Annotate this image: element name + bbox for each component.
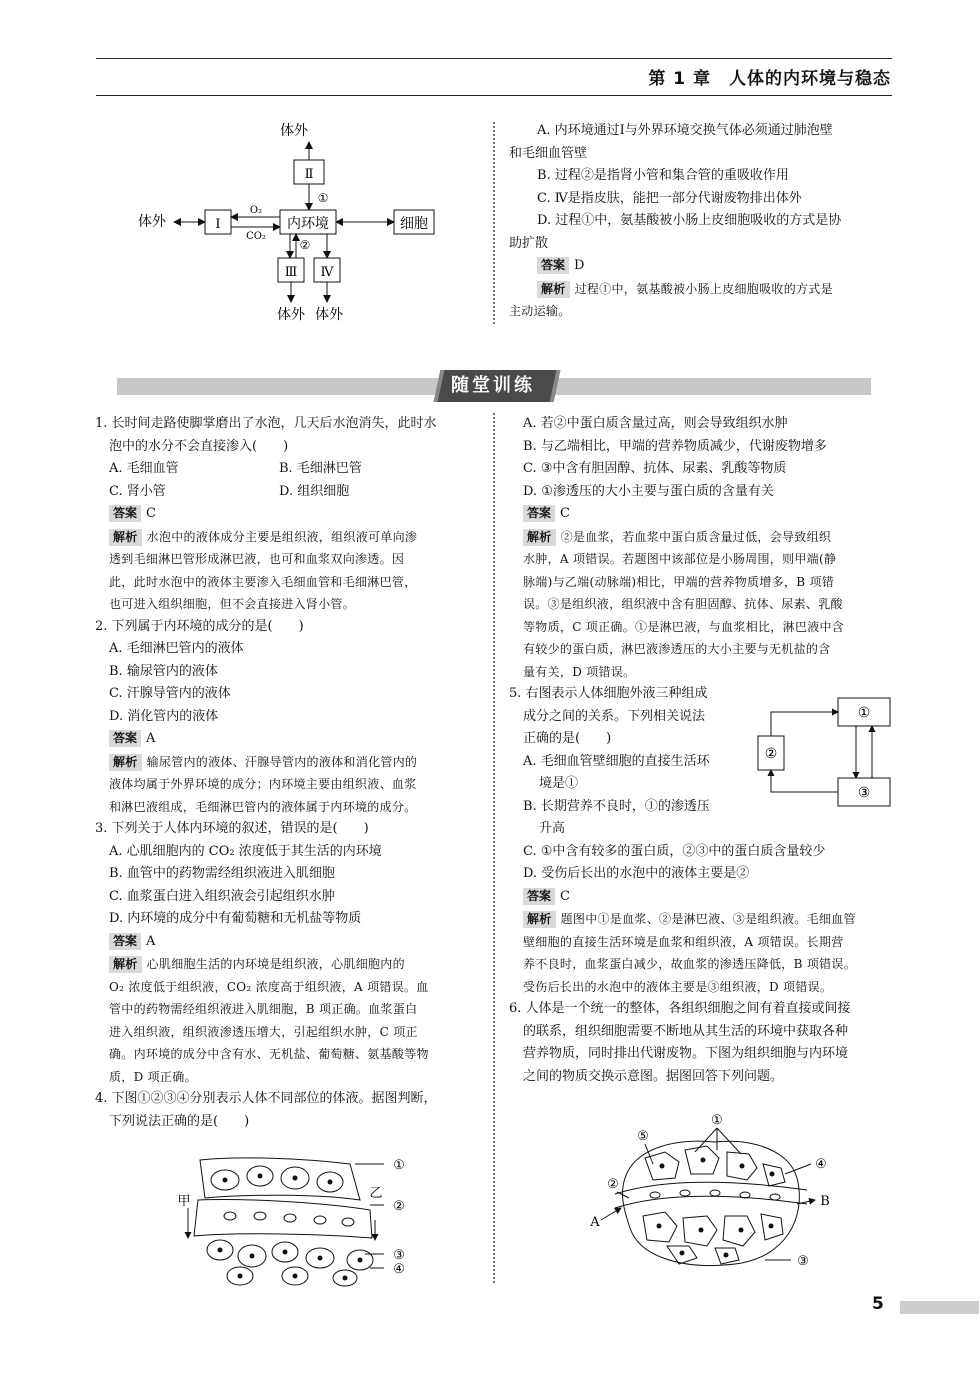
q4-stem-1: 4. 下图①②③④分别表示人体不同部位的体液。据图判断， bbox=[95, 1091, 437, 1106]
q3-option-c: C. 血浆蛋白进入组织液会引起组织水肿 bbox=[109, 888, 335, 904]
q3-option-a: A. 心肌细胞内的 CO₂ 浓度低于其生活的内环境 bbox=[109, 843, 382, 859]
q5-option-a-2: 境是① bbox=[539, 776, 579, 791]
q4-explanation-6: 有较少的蛋白质，淋巴液渗透压的大小主要与无机盐的含 bbox=[523, 642, 831, 656]
q4-option-c: C. ③中含有胆固醇、抗体、尿素、乳酸等物质 bbox=[523, 461, 787, 476]
q5-fig-1: ① bbox=[857, 705, 871, 721]
q6-stem-1: 6. 人体是一个统一的整体，各组织细胞之间有着直接或间接 bbox=[509, 1001, 851, 1016]
q1-explanation-1: 解析 水泡中的液体成分主要是组织液，组织液可单向渗 bbox=[95, 526, 485, 549]
question-4 bbox=[95, 1088, 485, 1133]
q1-option-c: C. 肾小管 bbox=[109, 483, 166, 499]
q4-explanation-4: 误。③是组织液，组织液中含有胆固醇、抗体、尿素、乳酸 bbox=[523, 597, 843, 611]
q5-explanation-4: 受伤后长出的水泡中的液体主要是③组织液，D 项错误。 bbox=[523, 979, 833, 994]
q1-option-d: D. 组织细胞 bbox=[279, 483, 350, 499]
section-title: 随堂训练 bbox=[451, 375, 535, 396]
prev-option-a-1: A. 内环境通过Ⅰ与外界环境交换气体必须通过肺泡壁 bbox=[537, 123, 833, 138]
q4-fig-4: ④ bbox=[393, 1262, 405, 1277]
q5-explanation-3: 养不良时，血浆蛋白减少，故血浆的渗透压降低，B 项错误。 bbox=[523, 957, 857, 971]
q5-fig-2: ② bbox=[764, 746, 778, 762]
internal-environment-label: 内环境 bbox=[287, 216, 329, 232]
q5-explanation-2: 壁细胞的直接生活环境是血浆和组织液，A 项错误。长期营 bbox=[523, 934, 844, 949]
header-rule-bottom bbox=[96, 95, 892, 96]
q4-option-a: A. 若②中蛋白质含量过高，则会导致组织水肿 bbox=[523, 416, 788, 431]
q4-fig-jia: 甲 bbox=[177, 1194, 191, 1209]
q2-option-a: A. 毛细淋巴管内的液体 bbox=[109, 641, 244, 656]
page-number: 5 bbox=[872, 1294, 884, 1314]
prev-answer-value: D bbox=[574, 258, 585, 273]
q1-options-cd bbox=[95, 481, 485, 504]
q2-explanation-3: 和淋巴液组成，毛细淋巴管内的液体属于内环境的成分。 bbox=[109, 799, 417, 814]
prev-option-c: C. Ⅳ是指皮肤，能把一部分代谢废物排出体外 bbox=[537, 190, 802, 206]
q2-answer: 答案 A bbox=[95, 728, 485, 751]
previous-question-options bbox=[509, 120, 894, 323]
cell-label: 细胞 bbox=[400, 216, 428, 232]
box-ii-label: Ⅱ bbox=[304, 167, 314, 182]
q3-explanation-2: O₂ 浓度低于组织液，CO₂ 浓度高于组织液，A 项错误。血 bbox=[109, 979, 429, 994]
q4-fig-yi: 乙 bbox=[369, 1186, 383, 1201]
prev-explanation-1: 解析 过程①中，氨基酸被小肠上皮细胞吸收的方式是 bbox=[509, 278, 894, 301]
q2-explanation-2: 液体均属于外界环境的成分；内环境主要由组织液、血浆 bbox=[109, 777, 417, 791]
q1-explanation-3: 此，此时水泡中的液体主要渗入毛细血管和毛细淋巴管， bbox=[109, 574, 417, 589]
q2-option-c: C. 汗腺导管内的液体 bbox=[109, 686, 231, 701]
q4-explanation-2: 水肿，A 项错误。若题图中该部位是小肠周围，则甲端(静 bbox=[523, 552, 837, 566]
q1-stem-2: 泡中的水分不会直接渗入( ) bbox=[109, 438, 289, 454]
q1-explanation-4: 也可进入组织细胞，但不会直接进入肾小管。 bbox=[109, 597, 356, 611]
explanation-tag: 解析 bbox=[537, 281, 570, 298]
q5-fluid-relation-figure bbox=[752, 690, 897, 815]
q6-stem-2: 的联系，组织细胞需要不断地从其生活的环境中获取各种 bbox=[523, 1023, 849, 1039]
q5-option-d: D. 受伤后长出的水泡中的液体主要是② bbox=[523, 866, 750, 881]
q4-fig-1: ① bbox=[393, 1158, 405, 1173]
question-2 bbox=[95, 616, 485, 819]
q4-answer: 答案 C bbox=[509, 503, 894, 526]
internal-environment-exchange-diagram bbox=[130, 118, 450, 328]
prev-option-d-1: D. 过程①中，氨基酸被小肠上皮细胞吸收的方式是协 bbox=[537, 213, 842, 228]
q5-answer: 答案 C bbox=[509, 886, 894, 909]
outside-top-label: 体外 bbox=[280, 123, 308, 139]
q5-explanation-1: 解析 题图中①是血浆、②是淋巴液、③是组织液。毛细血管 bbox=[509, 908, 894, 931]
q1-explanation-2: 透到毛细淋巴管形成淋巴液，也可和血浆双向渗透。因 bbox=[109, 552, 405, 566]
q3-explanation-3: 管中的药物需经组织液进入肌细胞，B 项正确。血浆蛋白 bbox=[109, 1002, 418, 1016]
header-rule-top bbox=[96, 58, 892, 59]
outside-left-label: 体外 bbox=[138, 214, 166, 230]
q4-explanation-5: 等物质，C 项正确。①是淋巴液，与血浆相比，淋巴液中含 bbox=[523, 619, 845, 634]
q3-stem: 3. 下列关于人体内环境的叙述，错误的是( ) bbox=[95, 821, 369, 836]
column-divider-main bbox=[493, 413, 495, 1283]
outside-bottom-b-label: 体外 bbox=[315, 307, 343, 323]
prev-answer bbox=[509, 255, 894, 278]
q5-option-a-1: A. 毛细血管壁细胞的直接生活环 bbox=[523, 753, 710, 769]
q2-option-d: D. 消化管内的液体 bbox=[109, 708, 219, 724]
question-6 bbox=[509, 998, 894, 1088]
q4-fig-3: ③ bbox=[393, 1248, 405, 1263]
q4-body-fluid-figure bbox=[170, 1150, 420, 1290]
q5-option-c: C. ①中含有较多的蛋白质，②③中的蛋白质含量较少 bbox=[523, 843, 826, 859]
chapter-title: 第 1 章 人体的内环境与稳态 bbox=[648, 69, 891, 89]
column-divider-top bbox=[493, 122, 495, 324]
q1-option-b: B. 毛细淋巴管 bbox=[279, 461, 362, 476]
q3-option-d: D. 内环境的成分中有葡萄糖和无机盐等物质 bbox=[109, 911, 362, 926]
prev-option-a-2: 和毛细血管壁 bbox=[509, 145, 588, 161]
q6-fig-4: ④ bbox=[815, 1157, 827, 1172]
q4-explanation-3: 脉端)与乙端(动脉端)相比，甲端的营养物质增多，B 项错 bbox=[523, 574, 835, 589]
box-i-label: Ⅰ bbox=[215, 217, 221, 232]
q6-fig-5: ⑤ bbox=[637, 1129, 649, 1144]
box-iv-label: Ⅳ bbox=[320, 265, 334, 280]
process-2-label: ② bbox=[299, 238, 311, 252]
q4-explanation-1: 解析 ②是血浆，若血浆中蛋白质含量过低，会导致组织 bbox=[509, 526, 894, 549]
q6-fig-a: A bbox=[590, 1215, 600, 1230]
q3-option-b: B. 血管中的药物需经组织液进入肌细胞 bbox=[109, 866, 335, 881]
q5-option-b-1: B. 长期营养不良时，①的渗透压 bbox=[523, 798, 710, 814]
q2-explanation-1: 解析 输尿管内的液体、汗腺导管内的液体和消化管内的 bbox=[95, 751, 485, 774]
q4-explanation-7: 量有关，D 项错误。 bbox=[523, 664, 636, 679]
q3-explanation-1: 解析 心肌细胞生活的内环境是组织液，心肌细胞内的 bbox=[95, 953, 485, 976]
q5-stem-3: 正确的是( ) bbox=[523, 731, 612, 746]
q1-option-a: A. 毛细血管 bbox=[109, 461, 179, 476]
q6-fig-2: ② bbox=[607, 1177, 619, 1192]
q2-stem: 2. 下列属于内环境的成分的是( ) bbox=[95, 618, 304, 634]
q6-material-exchange-figure bbox=[585, 1108, 835, 1280]
answer-tag: 答案 bbox=[537, 257, 569, 274]
q5-fig-3: ③ bbox=[857, 785, 871, 801]
q2-option-b: B. 输尿管内的液体 bbox=[109, 663, 218, 679]
q1-options-ab bbox=[95, 458, 485, 481]
co2-label: CO₂ bbox=[246, 231, 266, 242]
q1-stem-1: 1. 长时间走路使脚掌磨出了水泡，几天后水泡消失，此时水 bbox=[95, 416, 437, 431]
q6-fig-b: B bbox=[820, 1194, 830, 1209]
q4-option-b: B. 与乙端相比，甲端的营养物质减少，代谢废物增多 bbox=[523, 438, 827, 454]
page-number-bar bbox=[900, 1301, 979, 1314]
box-iii-label: Ⅲ bbox=[284, 265, 298, 280]
q6-fig-1: ① bbox=[711, 1113, 723, 1128]
q3-explanation-6: 质，D 项正确。 bbox=[109, 1069, 197, 1084]
question-3 bbox=[95, 818, 485, 1088]
q3-explanation-4: 进入组织液，组织液渗透压增大，引起组织水肿，C 项正 bbox=[109, 1024, 418, 1039]
q5-stem-1: 5. 右图表示人体细胞外液三种组成 bbox=[509, 686, 708, 701]
q3-answer: 答案 A bbox=[95, 931, 485, 954]
q4-fig-2: ② bbox=[393, 1199, 405, 1214]
q5-option-b-2: 升高 bbox=[539, 821, 566, 836]
process-1-label: ① bbox=[317, 191, 329, 205]
question-1 bbox=[95, 413, 485, 616]
q3-explanation-5: 确。内环境的成分中含有水、无机盐、葡萄糖、氨基酸等物 bbox=[109, 1047, 429, 1061]
q6-stem-4: 之间的物质交换示意图。据图回答下列问题。 bbox=[523, 1068, 784, 1084]
prev-option-d-2: 助扩散 bbox=[509, 235, 549, 251]
o2-label: O₂ bbox=[249, 205, 263, 216]
q6-stem-3: 营养物质，同时排出代谢废物。下图为组织细胞与内环境 bbox=[523, 1046, 849, 1061]
outside-bottom-a-label: 体外 bbox=[277, 307, 305, 323]
q5-stem-2: 成分之间的关系。下列相关说法 bbox=[523, 708, 706, 724]
q4-stem-2: 下列说法正确的是( ) bbox=[109, 1113, 250, 1129]
question-4-options bbox=[509, 413, 894, 683]
q6-fig-3: ③ bbox=[797, 1254, 809, 1269]
left-column bbox=[95, 413, 485, 1133]
q1-answer: 答案 C bbox=[95, 503, 485, 526]
prev-option-b: B. 过程②是指肾小管和集合管的重吸收作用 bbox=[537, 168, 789, 183]
q4-option-d: D. ①渗透压的大小主要与蛋白质的含量有关 bbox=[523, 483, 774, 499]
prev-explanation-2: 主动运输。 bbox=[509, 304, 571, 318]
